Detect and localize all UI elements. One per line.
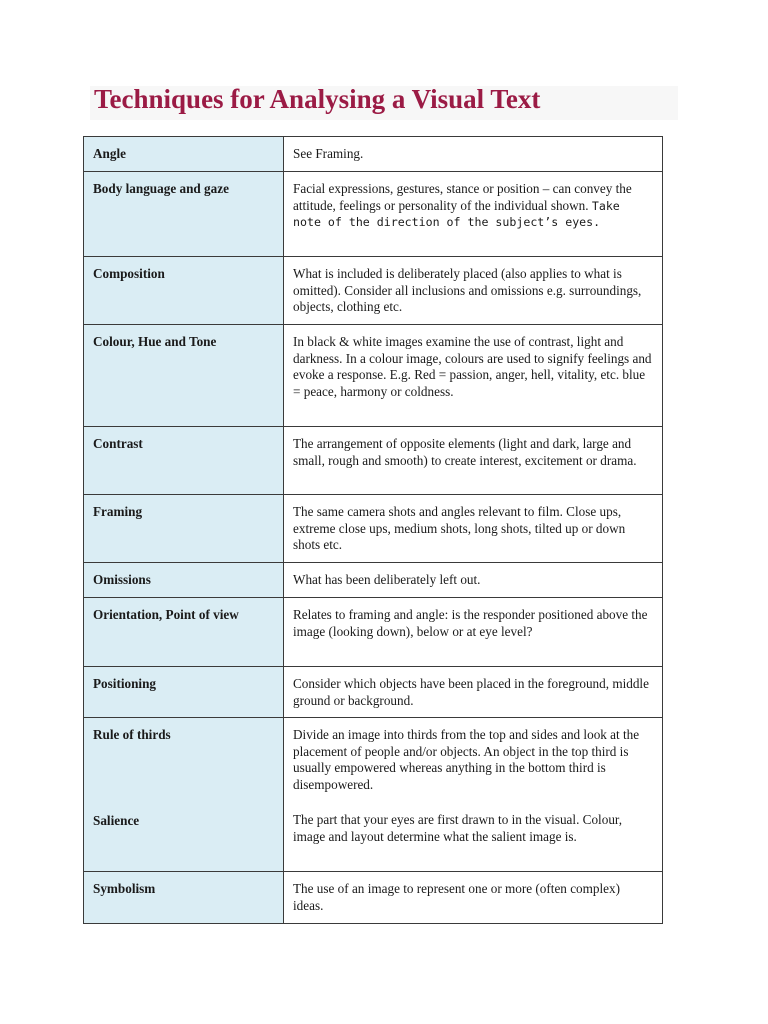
description-cell bbox=[284, 172, 663, 257]
description-text: Divide an image into thirds from the top and sides and look at the placement of people and/or objects. An object in the top third is usually empowered whereas anything in the bottom third is disempowered. bbox=[293, 727, 640, 792]
term-cell: Symbolism bbox=[84, 872, 284, 924]
description-note: Take note of the direction of the subject’s eyes. bbox=[293, 198, 620, 230]
spacer bbox=[293, 793, 653, 812]
term-cell: Positioning bbox=[84, 667, 284, 718]
description-cell: What is included is deliberately placed (also applies to what is omitted). Consider all inclusions and omissions e.g. surroundings, objects, clothing etc. bbox=[284, 257, 663, 325]
description-cell: The same camera shots and angles relevant to film. Close ups, extreme close ups, medium shots, long shots, tilted up or down shots etc. bbox=[284, 495, 663, 563]
table-row bbox=[84, 257, 663, 325]
term-cell: Omissions bbox=[84, 563, 284, 598]
page-title: Techniques for Analysing a Visual Text bbox=[94, 84, 541, 114]
table-row bbox=[84, 598, 663, 667]
table-row bbox=[84, 667, 663, 718]
term-text: Rule of thirds bbox=[93, 727, 171, 742]
techniques-table bbox=[83, 136, 663, 924]
spacer bbox=[93, 744, 274, 813]
table-row bbox=[84, 325, 663, 427]
description-cell: In black & white images examine the use of contrast, light and darkness. In a colour image, colours are used to signify feelings and evoke a response. E.g. Red = passion, anger, hell, vitality, etc. blue = peace, harmony or coldness. bbox=[284, 325, 663, 427]
table-row bbox=[84, 718, 663, 872]
description-cell: Relates to framing and angle: is the responder positioned above the image (looking down), below or at eye level? bbox=[284, 598, 663, 667]
description-text: Facial expressions, gestures, stance or position – can convey the attitude, feelings or personality of the individual shown. bbox=[293, 181, 632, 213]
table-row bbox=[84, 172, 663, 257]
table-row bbox=[84, 137, 663, 172]
description-cell: The use of an image to represent one or more (often complex) ideas. bbox=[284, 872, 663, 924]
table-row bbox=[84, 495, 663, 563]
term-cell: Contrast bbox=[84, 427, 284, 495]
table-row bbox=[84, 563, 663, 598]
term-cell: Orientation, Point of view bbox=[84, 598, 284, 667]
term-text-secondary: Salience bbox=[93, 812, 140, 828]
description-cell: What has been deliberately left out. bbox=[284, 563, 663, 598]
description-text-secondary: The part that your eyes are first drawn to in the visual. Colour, image and layout determine what the salient image is. bbox=[293, 812, 623, 844]
term-cell: Framing bbox=[84, 495, 284, 563]
term-cell: Colour, Hue and Tone bbox=[84, 325, 284, 427]
description-cell bbox=[284, 718, 663, 872]
term-cell bbox=[84, 718, 284, 872]
table-row bbox=[84, 872, 663, 924]
table-row bbox=[84, 427, 663, 495]
description-cell: Consider which objects have been placed in the foreground, middle ground or background. bbox=[284, 667, 663, 718]
description-cell: See Framing. bbox=[284, 137, 663, 172]
term-cell: Composition bbox=[84, 257, 284, 325]
term-cell: Angle bbox=[84, 137, 284, 172]
term-cell: Body language and gaze bbox=[84, 172, 284, 257]
description-cell: The arrangement of opposite elements (light and dark, large and small, rough and smooth) to create interest, excitement or drama. bbox=[284, 427, 663, 495]
